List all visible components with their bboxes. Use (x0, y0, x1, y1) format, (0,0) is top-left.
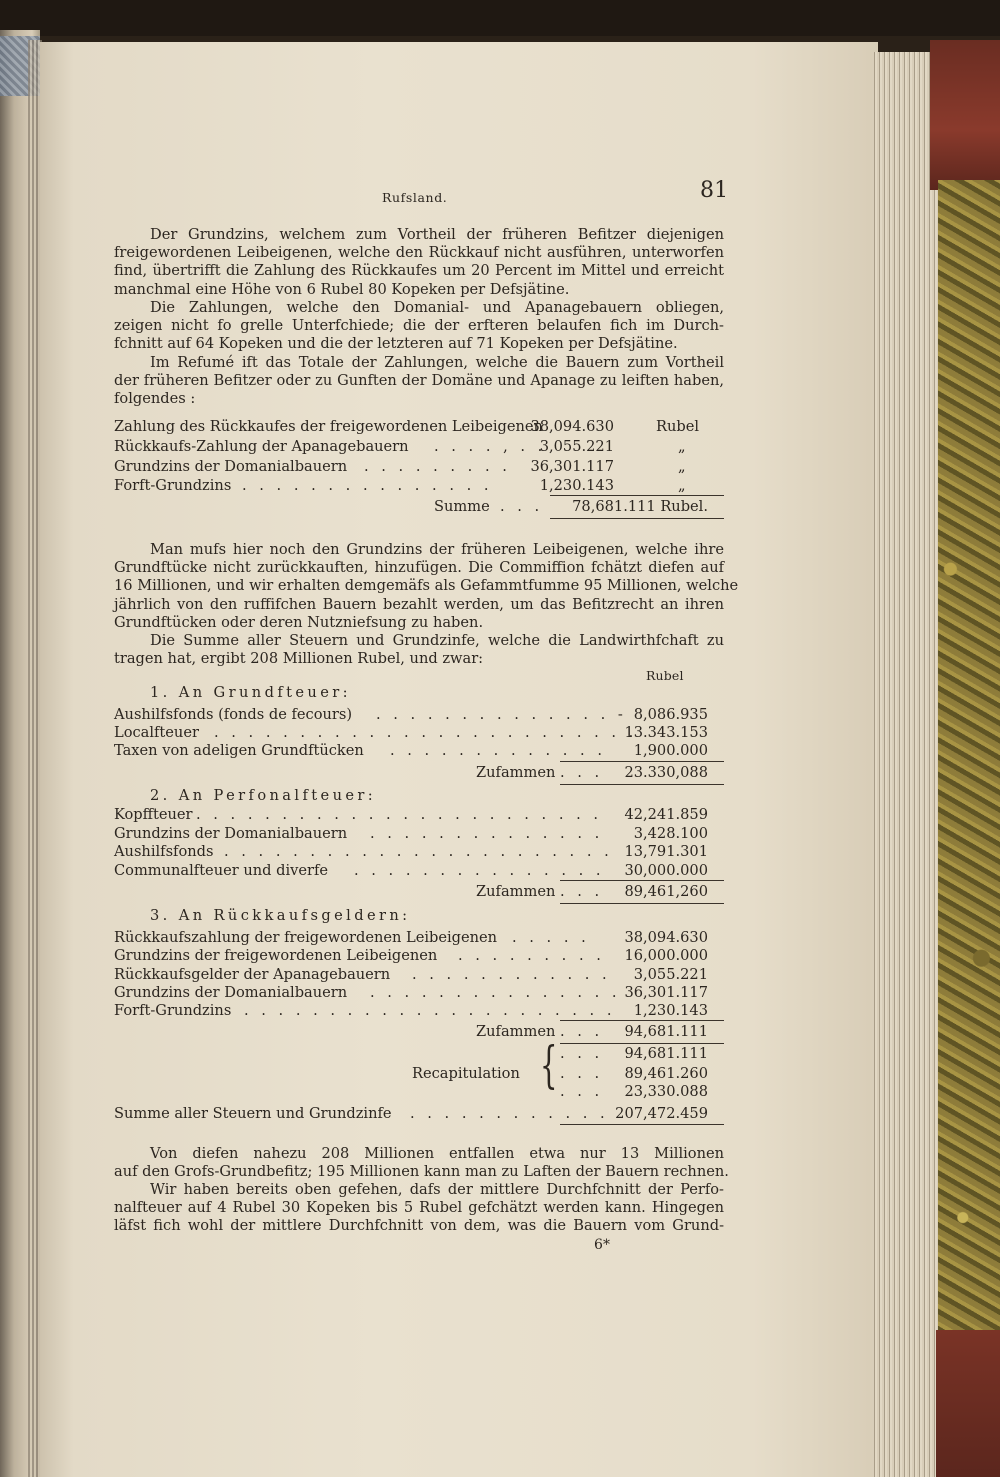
row-label: Taxen von adeligen Grundftücken (114, 742, 364, 759)
row-value: 16,000.000 (624, 947, 708, 964)
table-row (114, 806, 724, 824)
row-label: Zahlung des Rückkaufes der freigewordenen Leibeigenen (114, 418, 543, 435)
text-line: 16 Millionen, und wir erhalten demgemäfs als Gefammtfumme 95 Millionen, welche (114, 577, 739, 595)
total-value: 89,461,260 (624, 883, 708, 900)
text-line: zeigen nicht fo grelle Unterfchiede; die der erfteren belaufen fich im Durch- (114, 317, 724, 335)
grand-total-row (114, 1105, 724, 1123)
row-value: 38,094.630 (530, 418, 614, 435)
text-line: Grundftücken oder deren Nutzniefsung zu haben. (114, 613, 484, 631)
leader-dots: . . . (500, 498, 544, 515)
leader-dots: . . . . . . . . . . . . . . . (370, 984, 621, 1001)
total-label: Zufammen (476, 1023, 556, 1040)
sum-rule (550, 518, 724, 519)
row-value: 36,301.117 (530, 458, 614, 475)
text-line: jährlich von den ruffifchen Bauern bezahlt werden, um das Befitzrecht an ihren (114, 595, 724, 613)
total-label: Zufammen (476, 883, 556, 900)
text-line: Im Refumé ift das Totale der Zahlungen, welche die Bauern zum Vortheil (150, 354, 724, 371)
marbled-binding (938, 180, 1000, 1477)
text-line: Die Summe aller Steuern und Grundzinfe, welche die Landwirthfchaft zu (150, 632, 724, 649)
closing-paragraph-1 (114, 1145, 729, 1181)
text-line: folgendes : (114, 390, 196, 408)
background-top (0, 0, 1000, 36)
section-total-row (114, 764, 724, 782)
sum-rule (560, 761, 724, 762)
page-number: 81 (700, 178, 729, 203)
text-line: tragen hat, ergibt 208 Millionen Rubel, und zwar: (114, 650, 484, 668)
leather-binding-top (930, 40, 1000, 190)
table-row (114, 418, 724, 436)
sum-rule (560, 1124, 724, 1125)
text-line: auf den Grofs-Grundbefitz; 195 Millionen kann man zu Laften der Bauern rechnen. (114, 1163, 729, 1181)
row-label: Forft-Grundzins (114, 477, 232, 494)
total-label: Zufammen (476, 764, 556, 781)
grand-total-value: 207,472.459 (615, 1105, 708, 1122)
row-label: Aushilfsfonds (fonds de fecours) (114, 706, 353, 723)
leader-dots: . . . . . . . . . . . . . . . (242, 477, 493, 494)
total-value: 23.330,088 (624, 764, 708, 781)
table-row (114, 947, 724, 965)
sum-rule (560, 1043, 724, 1044)
row-label: Communalfteuer und diverfe (114, 862, 329, 879)
table-row (114, 742, 724, 760)
text-line: Von diefen nahezu 208 Millionen entfallen etwa nur 13 Millionen (150, 1145, 724, 1162)
recap-value: 94,681.111 (624, 1045, 708, 1062)
row-label: Grundzins der Domanialbauern (114, 458, 348, 475)
recap-row (114, 1083, 724, 1101)
signature-mark: 6* (594, 1237, 611, 1253)
text-line: find, übertrifft die Zahlung des Rückkaufes um 20 Percent im Mittel und erreicht (114, 262, 724, 280)
section-heading-personalsteuer: 2. An Perfonalfteuer: (150, 787, 377, 804)
intro-paragraph-2 (114, 299, 724, 354)
row-value: 3,055.221 (539, 438, 614, 455)
row-label: Localfteuer (114, 724, 199, 741)
recap-label: Recapitulation (412, 1065, 520, 1082)
leader-dots: . . . . . . . . . . . . . . . . . . . . . . (244, 1002, 616, 1019)
row-value: 38,094.630 (624, 929, 708, 946)
leader-dots: . . . . , . . (434, 438, 547, 455)
row-label: Grundzins der Domanialbauern (114, 825, 348, 842)
text-line: freigewordenen Leibeigenen, welche den Rückkauf nicht ausführen, unterworfen (114, 244, 724, 262)
table-row (114, 477, 724, 495)
text-line: nalfteuer auf 4 Rubel 30 Kopeken bis 5 Rubel gefchätzt werden kann. Hingegen (114, 1199, 724, 1217)
row-label: Rückkaufszahlung der freigewordenen Leibeigenen (114, 929, 498, 946)
running-head: Rufsland. (382, 190, 448, 205)
right-page-stack (872, 52, 942, 1477)
row-label: Kopffteuer (114, 806, 193, 823)
closing-paragraph-2 (114, 1181, 724, 1236)
text-line: Der Grundzins, welchem zum Vortheil der früheren Befitzer diejenigen (150, 226, 724, 243)
leader-dots: . . . . . (512, 929, 590, 946)
leader-dots: . . . (560, 1023, 604, 1040)
curly-brace-icon: { (540, 1036, 558, 1094)
row-value: 42,241.859 (624, 806, 708, 823)
recap-row (114, 1065, 724, 1083)
sum-rule (560, 784, 724, 785)
row-unit: „ (678, 438, 686, 455)
sum-rule (560, 1020, 724, 1021)
section-total-row (114, 1023, 724, 1041)
leader-dots: . . . . . . . . . (458, 947, 605, 964)
row-value: 36,301.117 (624, 984, 708, 1001)
table-row (114, 825, 724, 843)
table-row (114, 724, 724, 742)
row-unit: „ (678, 477, 686, 494)
text-line: manchmal eine Höhe von 6 Rubel 80 Kopeken per Defsjätine. (114, 280, 570, 298)
row-unit: „ (678, 458, 686, 475)
leader-dots: . . . . . . . . . (364, 458, 511, 475)
table-row (114, 843, 724, 861)
row-label: Aushilfsfonds (114, 843, 214, 860)
row-value: 3,428.100 (633, 825, 708, 842)
unit-column-header: Rubel (646, 668, 684, 683)
text-line: fchnitt auf 64 Kopeken und die der letzteren auf 71 Kopeken per Defsjätine. (114, 335, 678, 353)
table-row (114, 966, 724, 984)
table-row (114, 706, 724, 724)
section-heading-grundsteuer: 1. An Grundfteuer: (150, 684, 351, 701)
table-row (114, 929, 724, 947)
leader-dots: . . . . . . . . . . . . (412, 966, 611, 983)
row-label: Forft-Grundzins (114, 1002, 232, 1019)
row-value: 30,000.000 (624, 862, 708, 879)
leader-dots: . . . (560, 1045, 604, 1062)
table-row (114, 1002, 724, 1020)
row-unit: Rubel (656, 418, 700, 435)
text-line: Grundftücke nicht zurückkauften, hinzufügen. Die Commiffion fchätzt diefen auf (114, 559, 724, 577)
intro-paragraph-1 (114, 226, 724, 299)
text-line: der früheren Befitzer oder zu Gunften der Domäne und Apanage zu leiften haben, (114, 372, 724, 390)
row-value: 1,230.143 (539, 477, 614, 494)
leader-dots: . . . (560, 883, 604, 900)
middle-paragraph-1 (114, 541, 739, 632)
text-line: Man mufs hier noch den Grundzins der früheren Leibeigenen, welche ihre (150, 541, 724, 558)
text-line: Wir haben bereits oben gefehen, dafs der mittlere Durchfchnitt der Perfo- (150, 1181, 724, 1198)
row-label: Rückkaufs-Zahlung der Apanagebauern (114, 438, 409, 455)
leather-binding-bottom (936, 1330, 1000, 1477)
leader-dots: . . . . . . . . . . . . (410, 1105, 609, 1122)
row-label: Rückkaufsgelder der Apanagebauern (114, 966, 391, 983)
recap-value: 23,330.088 (624, 1083, 708, 1100)
leader-dots: . . . . . . . . . . . . . . . . . . . . . . . . (196, 806, 603, 823)
text-line: läfst fich wohl der mittlere Durchfchnitt von dem, was die Bauern vom Grund- (114, 1217, 724, 1235)
leader-dots: . . . . . . . . . . . . . . . (354, 862, 605, 879)
grand-total-label: Summe aller Steuern und Grundzinfe (114, 1105, 392, 1122)
row-label: Grundzins der freigewordenen Leibeigenen (114, 947, 438, 964)
leader-dots: . . . . . . . . . . . . . . . . . . . . . . . (224, 843, 613, 860)
sum-rule (550, 495, 724, 496)
total-label: Summe (434, 498, 490, 515)
leader-dots: . . . (560, 1083, 604, 1100)
row-value: 3,055.221 (633, 966, 708, 983)
leader-dots: . . . (560, 1065, 604, 1082)
row-label: Grundzins der Domanialbauern (114, 984, 348, 1001)
total-value: 94,681.111 (624, 1023, 708, 1040)
sum-rule (560, 903, 724, 904)
leader-dots: . . . . . . . . . . . . . (390, 742, 606, 759)
intro-paragraph-3 (114, 354, 724, 409)
table-row (114, 458, 724, 476)
row-value: 13.343.153 (624, 724, 708, 741)
sum-rule (560, 880, 724, 881)
section-total-row (114, 883, 724, 901)
row-value: 13,791.301 (624, 843, 708, 860)
middle-paragraph-2 (114, 632, 724, 668)
row-value: 1,900.000 (633, 742, 708, 759)
leader-dots: . . . . . . . . . . . . . . - (376, 706, 627, 723)
leader-dots: . . . . . . . . . . . . . . (370, 825, 604, 842)
table-row (114, 984, 724, 1002)
table-total-row (114, 498, 724, 516)
recap-row (114, 1045, 724, 1063)
section-heading-rueckkaufsgelder: 3. An Rückkaufsgeldern: (150, 907, 411, 924)
leader-dots: . . . . . . . . . . . . . . . . . . . . . . . . . (214, 724, 638, 741)
table-row (114, 862, 724, 880)
leader-dots: . . . (560, 764, 604, 781)
table-row (114, 438, 724, 456)
recap-value: 89,461.260 (624, 1065, 708, 1082)
row-value: 8,086.935 (633, 706, 708, 723)
text-line: Die Zahlungen, welche den Domanial- und Apanagebauern obliegen, (150, 299, 724, 316)
total-value: 78,681.111 Rubel. (572, 498, 708, 515)
row-value: 1,230.143 (633, 1002, 708, 1019)
